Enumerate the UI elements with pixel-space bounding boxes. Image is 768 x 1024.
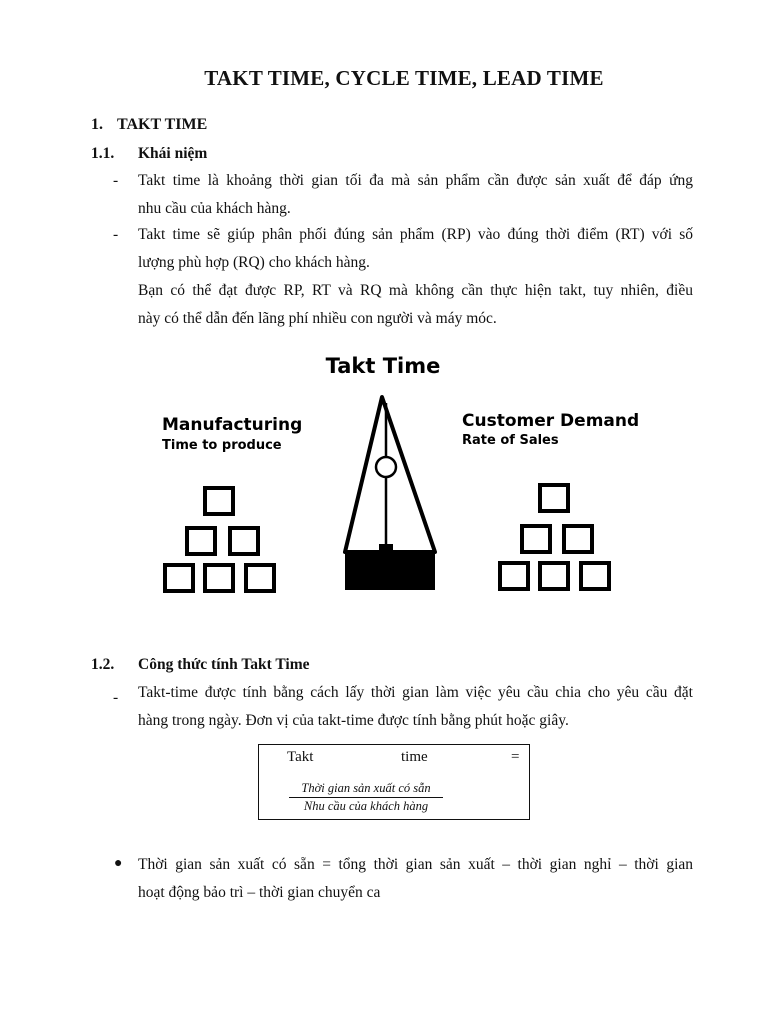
formula-description-line-1: Takt-time được tính bằng cách lấy thời gian làm việc yêu cầu chia cho yêu cầu đặt (138, 684, 693, 701)
formula-fraction (289, 781, 443, 814)
subsection-heading-khai-niem (91, 145, 207, 163)
section-number: 1. (91, 116, 103, 133)
manufacturing-label: Manufacturing (162, 415, 303, 435)
subsection-label: Công thức tính Takt Time (138, 656, 310, 673)
subsection-number: 1.2. (91, 656, 115, 673)
available-time-line-2: hoạt động bảo trì – thời gian chuyển ca (138, 884, 381, 901)
production-boxes-icon (165, 488, 274, 591)
available-time-line-1: Thời gian sản xuất có sẵn = tổng thời gian sản xuất – thời gian nghỉ – thời gian (138, 856, 693, 873)
formula-numerator: Thời gian sản xuất có sẵn (289, 781, 443, 798)
dash-marker: - (113, 689, 119, 706)
formula-word-time: time (401, 749, 428, 765)
formula-word-takt: Takt (287, 749, 314, 765)
bullet-icon: ● (114, 856, 123, 871)
subsection-heading-cong-thuc (91, 656, 310, 674)
definition-line-1: Takt time là khoảng thời gian tối đa mà sản phẩm cần được sản xuất để đáp ứng (138, 172, 693, 189)
note-line-2: này có thể dẫn đến lãng phí nhiều con người và máy móc. (138, 310, 497, 327)
formula-denominator: Nhu cầu của khách hàng (303, 799, 429, 813)
demand-boxes-icon (500, 485, 609, 589)
subsection-number: 1.1. (91, 145, 115, 162)
dash-marker: - (113, 226, 119, 243)
formula-description-line-2: hàng trong ngày. Đơn vị của takt-time được tính bằng phút hoặc giây. (138, 712, 569, 729)
purpose-line-1: Takt time sẽ giúp phân phối đúng sản phẩm (RP) vào đúng thời điểm (RT) với số (138, 226, 693, 243)
metronome-icon (345, 397, 435, 590)
subsection-label: Khái niệm (138, 145, 208, 162)
takt-time-figure (140, 345, 640, 605)
formula-equals: = (511, 749, 520, 765)
figure-title: Takt Time (325, 354, 441, 378)
section-heading-takt-time (91, 116, 207, 134)
customer-demand-label: Customer Demand (462, 411, 640, 431)
takt-time-formula-box (258, 744, 530, 820)
document-title: TAKT TIME, CYCLE TIME, LEAD TIME (204, 66, 604, 90)
dash-marker: - (113, 172, 119, 189)
rate-of-sales-label: Rate of Sales (462, 433, 559, 448)
definition-line-2: nhu cầu của khách hàng. (138, 200, 291, 217)
time-to-produce-label: Time to produce (162, 438, 282, 453)
purpose-line-2: lượng phù hợp (RQ) cho khách hàng. (138, 254, 370, 271)
section-label: TAKT TIME (117, 116, 208, 133)
note-line-1: Bạn có thể đạt được RP, RT và RQ mà không cần thực hiện takt, tuy nhiên, điều (138, 282, 693, 299)
